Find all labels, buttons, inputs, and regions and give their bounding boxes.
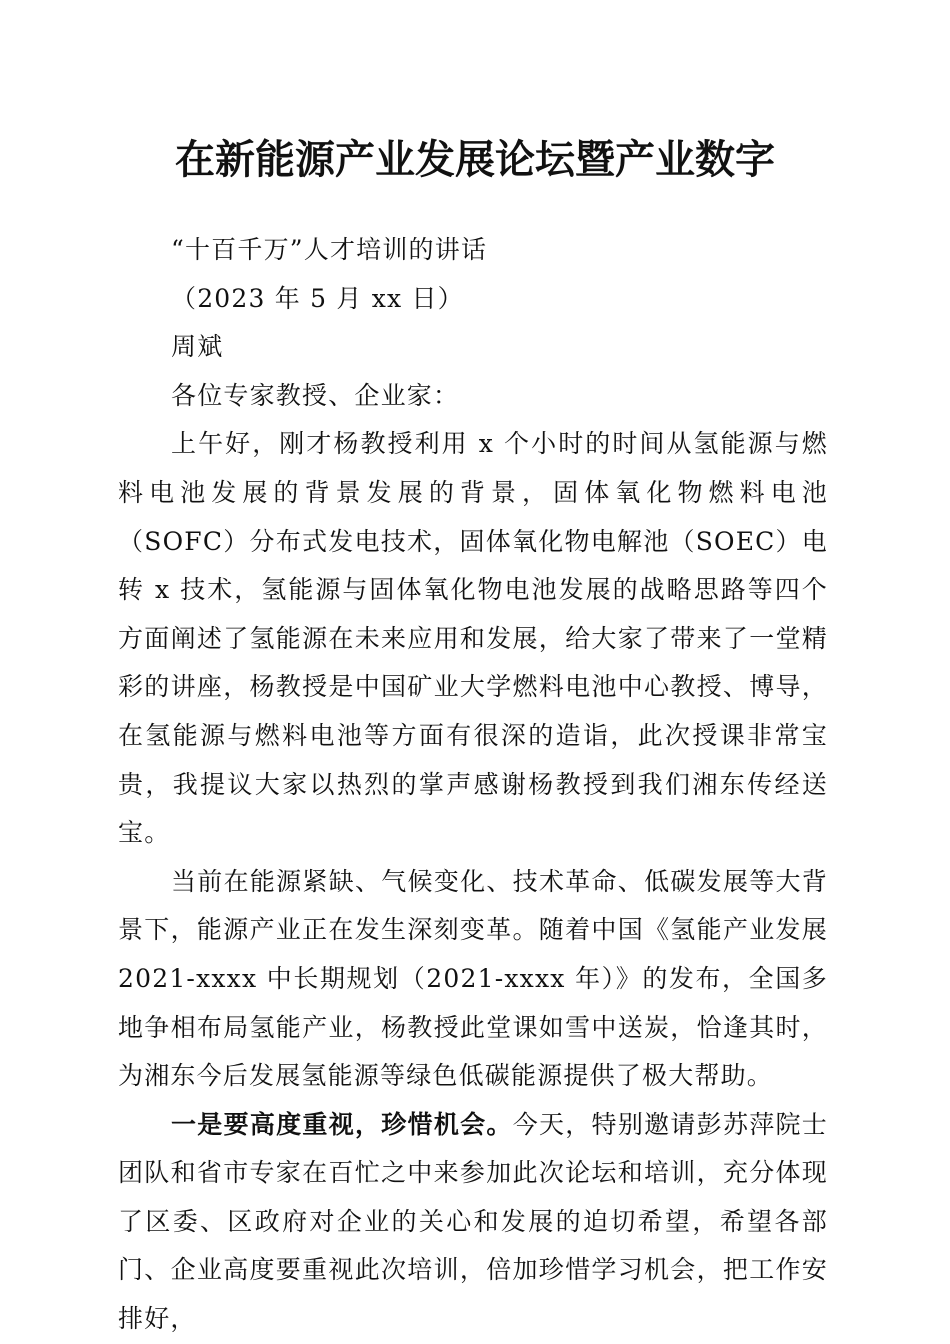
author-line: 周斌: [171, 332, 224, 362]
salutation-line: 各位专家教授、企业家：: [171, 380, 460, 410]
document-body: [118, 226, 828, 1344]
paragraph-1-text: 上午好，刚才杨教授利用 x 个小时的时间从氢能源与燃料电池发展的背景发展的背景，固体氧化物燃料电池（SOFC）分布式发电技术，固体氧化物电解池（SOEC）电转 x 技术，氢能源与固体氧化物电池发展的战略思路等四个方面阐述了氢能源在未来应用和发展，给大家了带来了一堂精彩的讲座，杨教授是中国矿业大学燃料电池中心教授、博导，在氢能源与燃料电池等方面有很深的造诣，此次授课非常宝贵，我提议大家以热烈的掌声感谢杨教授到我们湘东传经送宝。: [118, 429, 828, 848]
subtitle-line: “十百千万”人才培训的讲话: [171, 235, 488, 264]
paragraph-3-text: 今天，特别邀请彭苏萍院士团队和省市专家在百忙之中来参加此次论坛和培训，充分体现了区委、区政府对企业的关心和发展的迫切希望，希望各部门、企业高度要重视此次培训，倍加珍惜学习机会，把工作安排好，: [118, 1109, 828, 1334]
paragraph-2-text: 当前在能源紧缺、气候变化、技术革命、低碳发展等大背景下，能源产业正在发生深刻变革。随着中国《氢能产业发展 2021-xxxx 中长期规划（2021-xxxx 年）》的发布，全国多地争相布局氢能产业，杨教授此堂课如雪中送炭，恰逢其时，为湘东今后发展氢能源等绿色低碳能源提供了极大帮助。: [118, 866, 828, 1091]
paragraph-3: [118, 1101, 828, 1344]
date-line: （2023 年 5 月 xx 日）: [171, 283, 464, 313]
paragraph-3-lead: 一是要高度重视，珍惜机会。: [171, 1109, 513, 1139]
paragraph-2: [118, 858, 828, 1101]
paragraph-1: [118, 420, 828, 857]
document-title: 在新能源产业发展论坛暨产业数字: [175, 136, 775, 183]
